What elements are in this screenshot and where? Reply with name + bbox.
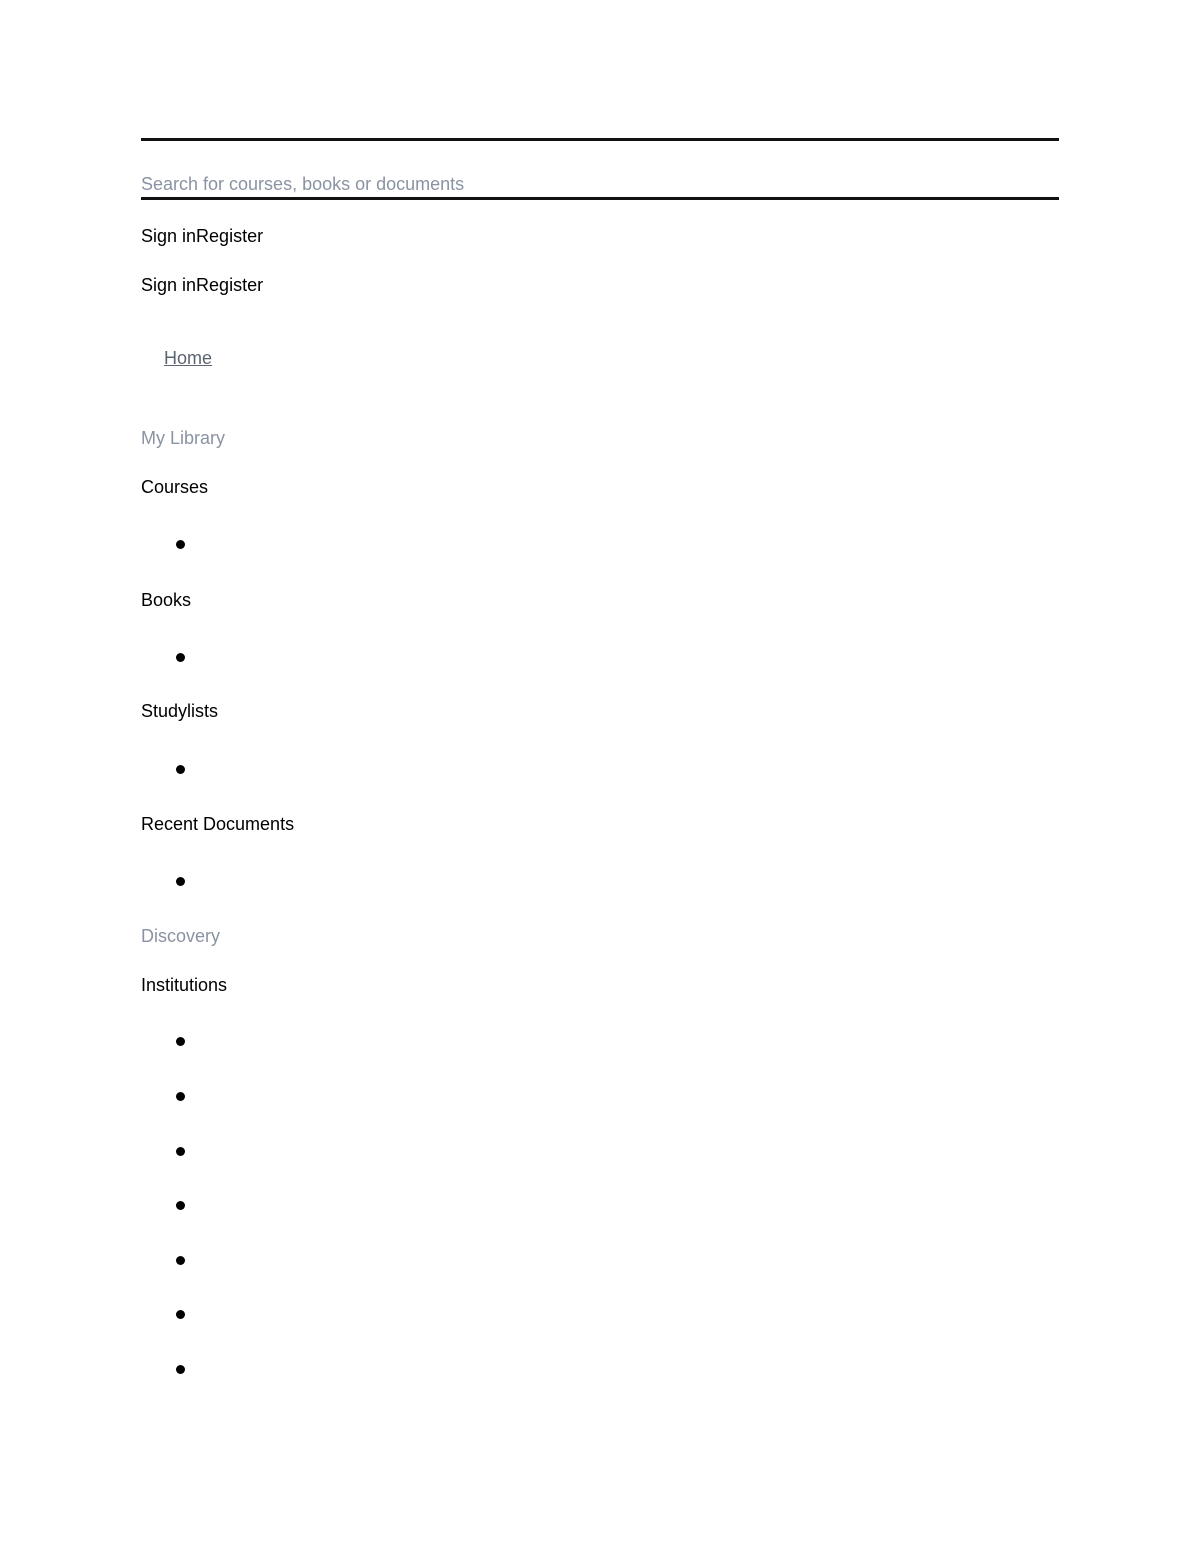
register-link[interactable]: Register	[196, 275, 264, 295]
header-divider-top	[141, 138, 1059, 141]
search-input[interactable]	[141, 172, 1059, 196]
search-underline	[141, 197, 1059, 200]
nav-home-link[interactable]: Home	[164, 348, 213, 368]
auth-links	[141, 224, 263, 248]
list-item	[176, 1201, 185, 1210]
section-heading-my-library: My Library	[141, 428, 226, 448]
section-heading-discovery: Discovery	[141, 926, 221, 946]
list-item	[176, 1147, 185, 1156]
list-item	[176, 653, 185, 662]
nav-studylists[interactable]: Studylists	[141, 701, 219, 721]
list-item	[176, 765, 185, 774]
page	[141, 0, 1059, 1553]
nav-courses[interactable]: Courses	[141, 477, 209, 497]
nav-recent-documents[interactable]: Recent Documents	[141, 814, 295, 834]
list-item	[176, 1365, 185, 1374]
sign-in-link[interactable]: Sign in	[141, 226, 197, 246]
nav-books[interactable]: Books	[141, 590, 192, 610]
sign-in-link[interactable]: Sign in	[141, 275, 197, 295]
list-item	[176, 1310, 185, 1319]
nav-institutions[interactable]: Institutions	[141, 975, 228, 995]
list-item	[176, 1037, 185, 1046]
list-item	[176, 1256, 185, 1265]
list-item	[176, 540, 185, 549]
register-link[interactable]: Register	[196, 226, 264, 246]
list-item	[176, 1092, 185, 1101]
auth-links-secondary	[141, 273, 263, 297]
list-item	[176, 877, 185, 886]
